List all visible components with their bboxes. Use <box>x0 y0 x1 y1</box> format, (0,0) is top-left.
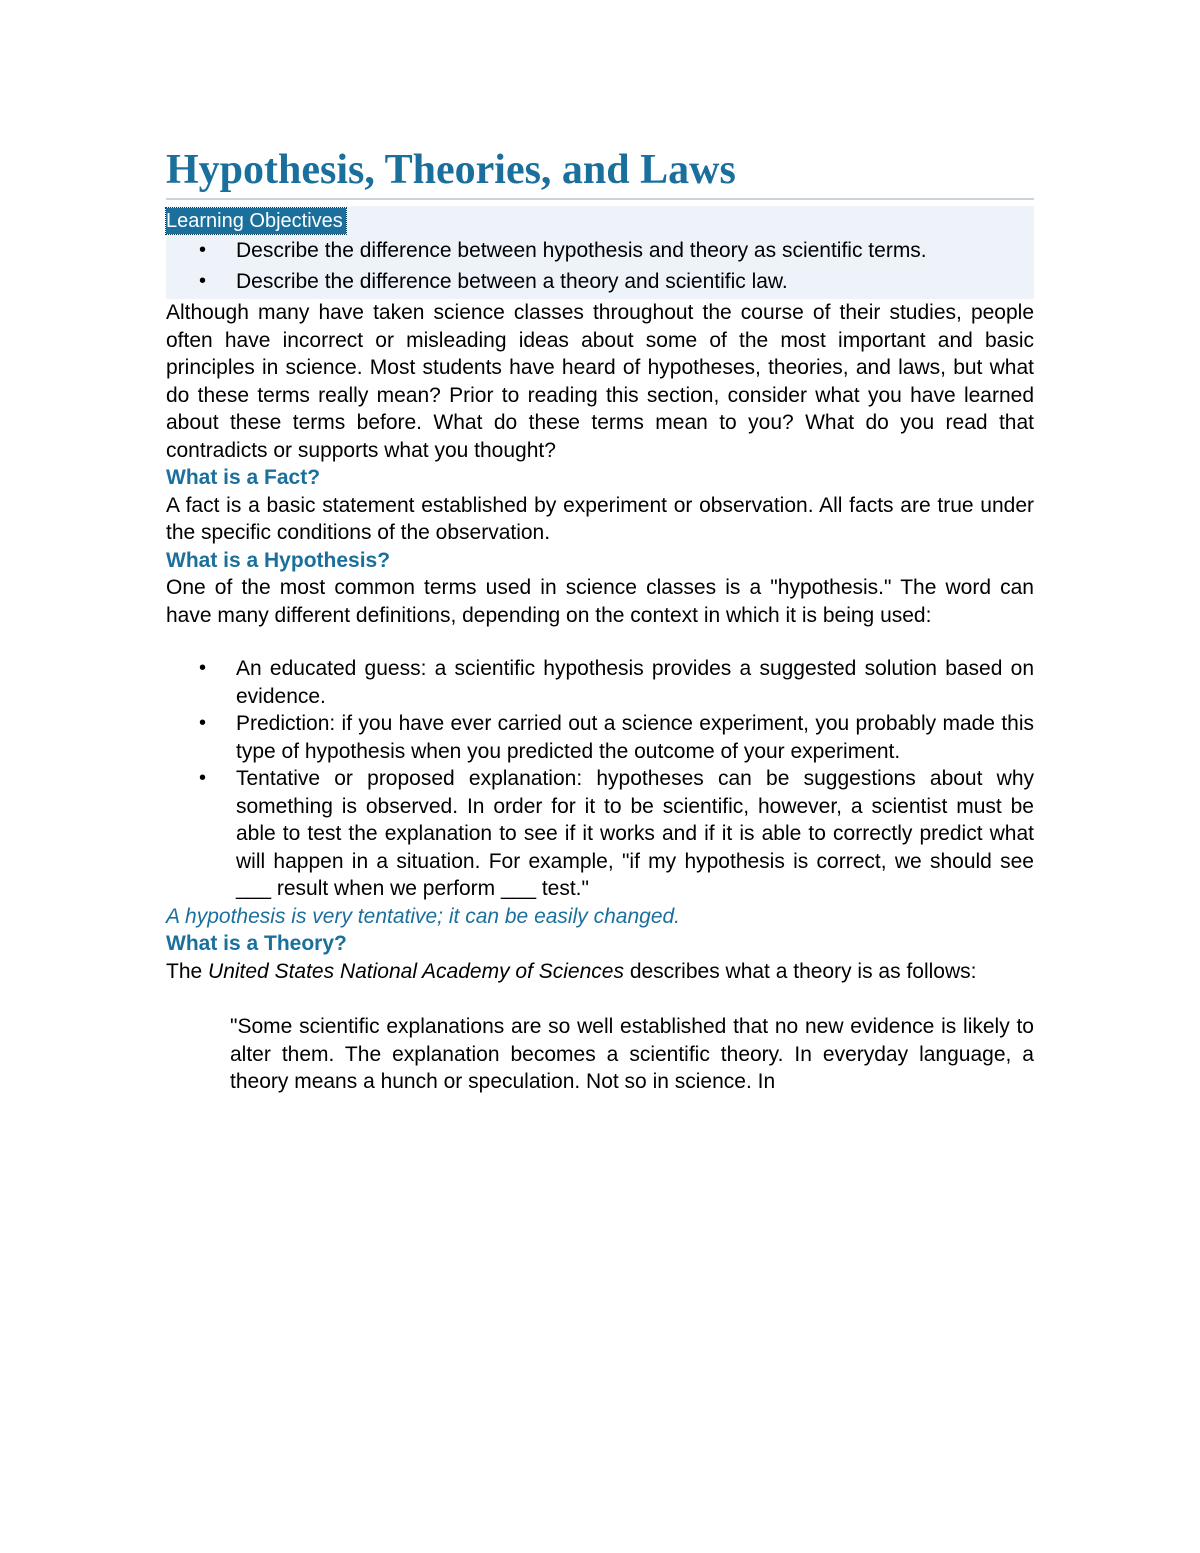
theory-text-before: The <box>166 959 209 983</box>
definition-item: • An educated guess: a scientific hypothesis provides a suggested solution based on evidence. <box>166 655 1034 710</box>
fact-paragraph: A fact is a basic statement established by experiment or observation. All facts are true under the specific conditions of the observation. <box>166 493 1034 544</box>
learning-objectives-list <box>166 237 1034 295</box>
hypothesis-definitions-list <box>166 655 1034 903</box>
hypothesis-paragraph: One of the most common terms used in science classes is a "hypothesis." The word can have many different definitions, depending on the context in which it is being used: <box>166 576 1034 627</box>
theory-quote: "Some scientific explanations are so well established that no new evidence is likely to alter them. The explanation becomes a scientific theory. In everyday language, a theory means a hunch or speculation. Not so in science. In <box>230 1015 1034 1093</box>
hypothesis-callout: A hypothesis is very tentative; it can be easily changed. <box>166 904 681 928</box>
theory-text-after: describes what a theory is as follows: <box>623 959 977 983</box>
theory-paragraph <box>166 958 1034 986</box>
hypothesis-heading: What is a Hypothesis? <box>166 548 391 572</box>
objective-item: • Describe the difference between a theory and scientific law. <box>166 268 1034 296</box>
learning-objectives-box <box>166 206 1034 299</box>
definition-item: • Tentative or proposed explanation: hypotheses can be suggestions about why something is observed. In order for it to be scientific, however, a scientist must be able to test the explanation to see if it works and if it is able to correctly predict what will happen in a situation. For example, "if my hypothesis is correct, we should see ___ result when we perform ___ test." <box>166 765 1034 903</box>
document-content <box>166 145 1034 1096</box>
theory-source: United States National Academy of Sciences <box>208 959 624 983</box>
theory-heading: What is a Theory? <box>166 932 347 955</box>
fact-heading: What is a Fact? <box>166 466 321 489</box>
intro-paragraph: Although many have taken science classes throughout the course of their studies, people often have incorrect or misleading ideas about some of the most important and basic principles in science. Most students have heard of hypotheses, theories, and laws, but what do these terms really mean? Prior to reading this section, consider what you have learned about these terms before. What do these terms mean to you? What do you read that contradicts or supports what you thought? <box>166 301 1034 462</box>
objective-item: • Describe the difference between hypothesis and theory as scientific terms. <box>166 237 1034 265</box>
page-title: Hypothesis, Theories, and Laws <box>166 145 1034 200</box>
learning-objectives-heading: Learning Objectives <box>166 208 346 234</box>
definition-item: • Prediction: if you have ever carried out a science experiment, you probably made this type of hypothesis when you predicted the outcome of your experiment. <box>166 710 1034 765</box>
